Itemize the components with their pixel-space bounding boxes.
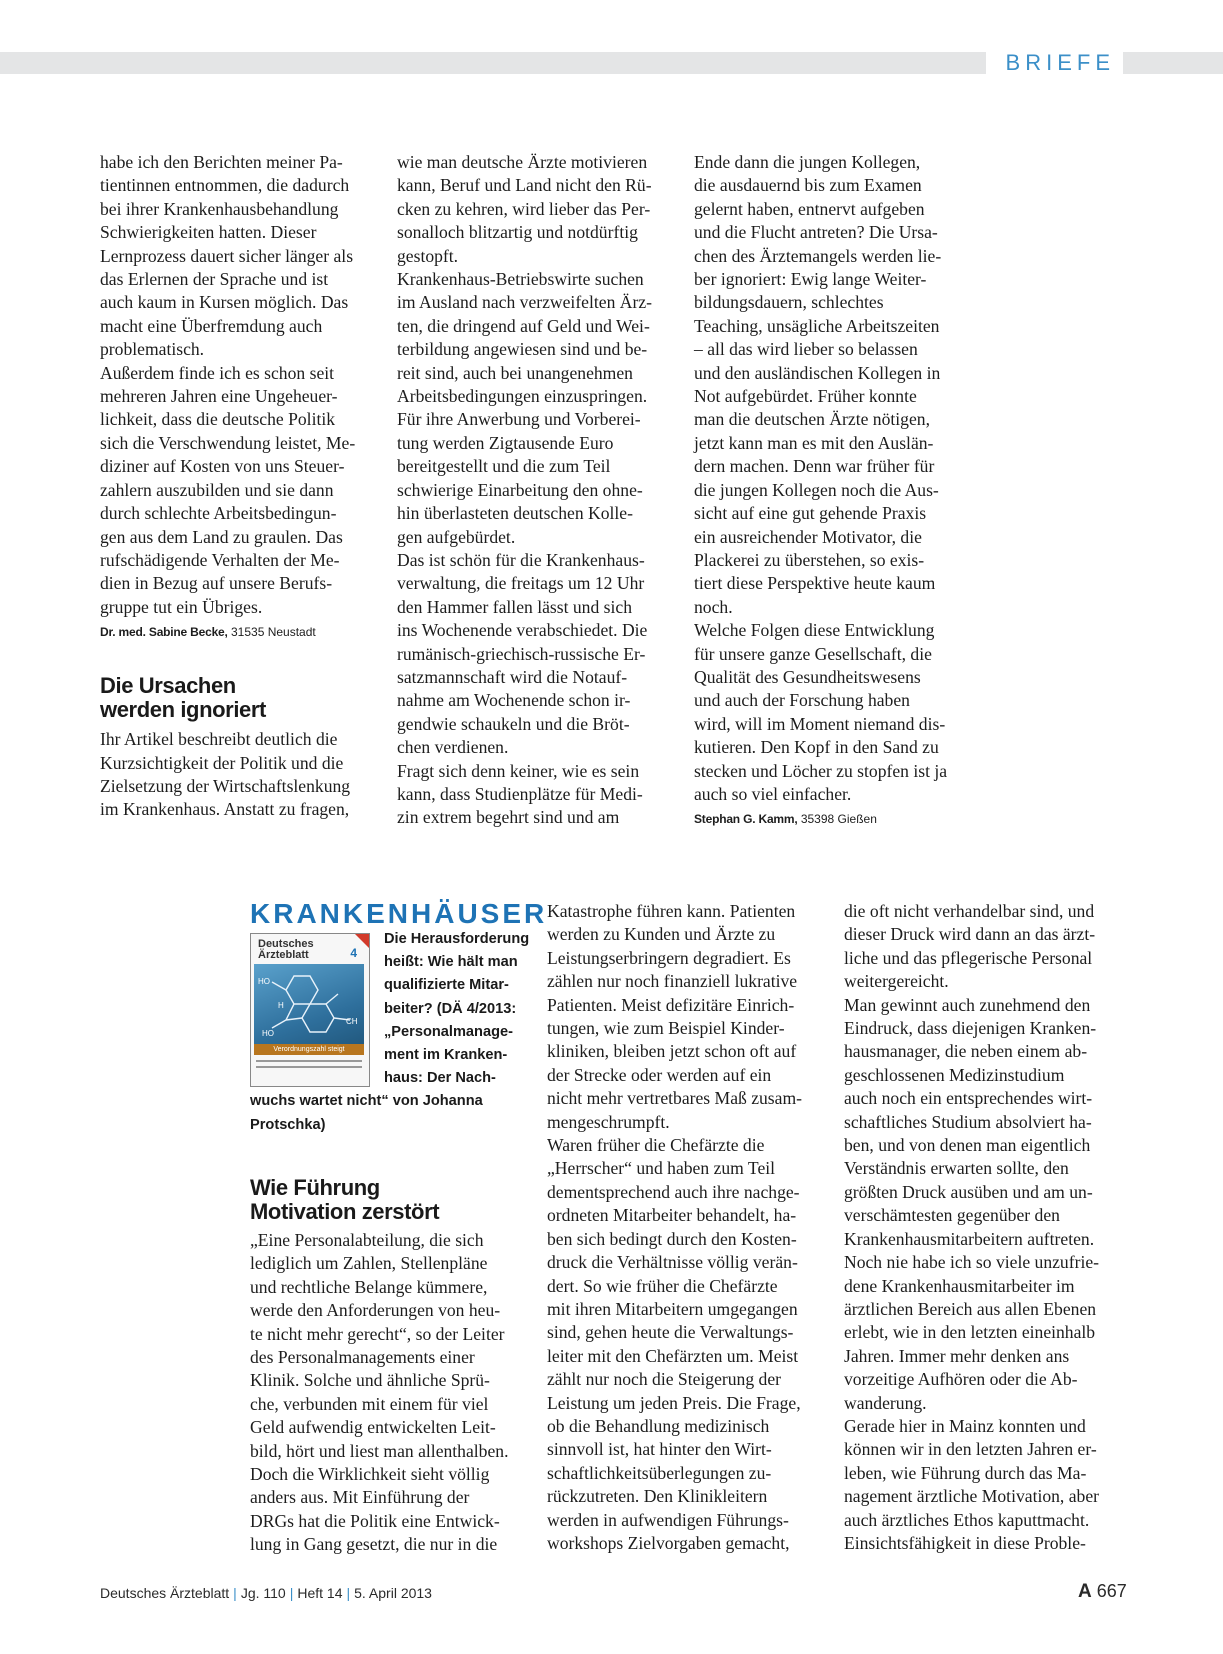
text-line: bei ihrer Krankenhausbehandlung (100, 198, 339, 219)
text-line: te nicht mehr gerecht“, so der Leiter (250, 1323, 505, 1344)
text-line: anders aus. Mit Einführung der (250, 1487, 470, 1508)
headline-line: Motivation zerstört (250, 1199, 440, 1224)
text-line: mit ihren Mitarbeitern umgegangen (547, 1298, 798, 1319)
text-line: leben, wie Führung durch das Ma- (844, 1462, 1087, 1483)
text-line: heißt: Wie hält man (384, 954, 518, 971)
text-line: sicht auf eine gut gehende Praxis (694, 503, 927, 524)
text-line: mengeschrumpft. (547, 1111, 670, 1132)
text-line: auch so viel einfacher. (694, 783, 852, 804)
text-line: dien in Bezug auf unsere Berufs- (100, 573, 333, 594)
text-line: sonalloch blitzartig und notdürftig (397, 222, 638, 243)
text-line: bereitgestellt und die zum Teil (397, 456, 611, 477)
text-line: gen aus dem Land zu graulen. Das (100, 526, 343, 547)
kicker-krankenhaeuser: KRANKENHÄUSER (250, 898, 548, 929)
text-line: ten, die dringend auf Geld und Wei- (397, 315, 650, 336)
text-line: hin überlasteten deutschen Kolle- (397, 503, 633, 524)
text-line: lung in Gang gesetzt, die nur in die (250, 1534, 498, 1555)
cover-tag: Verordnungszahl steigt (254, 1044, 364, 1055)
text-line: Qualität des Gesundheitswesens (694, 666, 921, 687)
text-line: stecken und Löcher zu stopfen ist ja (694, 760, 948, 781)
text-line: Verständnis erwarten sollte, den (844, 1158, 1069, 1179)
text-line: gendwie schaukeln und die Bröt- (397, 713, 630, 734)
text-line: wird, will im Moment niemand dis- (694, 713, 946, 734)
text-line: für unsere ganze Gesellschaft, die (694, 643, 932, 664)
top-col1b-text (100, 728, 380, 822)
text-line: gruppe tut ein Übriges. (100, 596, 263, 617)
text-line: nahme am Wochenende schon ir- (397, 690, 631, 711)
signature-name: Stephan G. Kamm, (694, 812, 798, 827)
text-line: schwierige Einarbeitung den ohne- (397, 479, 643, 500)
text-line: satzmannschaft wird die Notauf- (397, 666, 628, 687)
signature-place: 31535 Neustadt (227, 625, 316, 640)
text-line: rufschädigende Verhalten der Me- (100, 549, 340, 570)
text-line: Katastrophe führen kann. Patienten (547, 901, 796, 921)
text-line: werden in aufwendigen Führungs- (547, 1509, 789, 1530)
svg-text:H: H (278, 1001, 284, 1010)
text-line: wanderung. (844, 1392, 927, 1413)
top-column-3 (694, 151, 984, 828)
text-line: Krankenhaus-Betriebswirte suchen (397, 269, 644, 290)
text-line: Patienten. Meist defizitäre Einrich- (547, 994, 795, 1015)
svg-text:HO: HO (258, 977, 270, 986)
text-line: dert. So wie früher die Chefärzte (547, 1275, 778, 1296)
text-line: tiert diese Perspektive heute kaum (694, 573, 936, 594)
page-prefix: A (1078, 1581, 1092, 1602)
footer-separator: | (289, 1585, 294, 1601)
bottom-column-3 (844, 900, 1134, 1555)
top-column-1 (100, 151, 380, 822)
footer-date: 5. April 2013 (354, 1585, 432, 1601)
text-line: dene Krankenhausmitarbeiter im (844, 1275, 1075, 1296)
text-line: können wir in den letzten Jahren er- (844, 1439, 1097, 1460)
text-line: der Strecke oder werden auf ein (547, 1064, 772, 1085)
text-line: nagement ärztliche Motivation, aber (844, 1486, 1100, 1507)
text-line: macht eine Überfremdung auch (100, 315, 323, 336)
text-line: verwaltung, die freitags um 12 Uhr (397, 573, 645, 594)
text-line: tungen, wie zum Beispiel Kinder- (547, 1018, 785, 1039)
text-line: auch kaum in Kursen möglich. Das (100, 292, 349, 313)
bottom-column-1 (250, 1176, 540, 1557)
bottom-col2-text (547, 900, 837, 1555)
text-line: Teaching, unsägliche Arbeitszeiten (694, 315, 940, 336)
text-line: jetzt kann man es mit den Auslän- (694, 432, 934, 453)
text-line: Waren früher die Chefärzte die (547, 1135, 765, 1156)
headline-line: Die Ursachen (100, 673, 236, 699)
footer-journal: Deutsches Ärzteblatt (100, 1585, 230, 1601)
svg-text:HO: HO (262, 1029, 274, 1038)
text-line: größten Druck ausüben und am un- (844, 1181, 1093, 1202)
text-line: Arbeitsbedingungen einzuspringen. (397, 386, 648, 407)
text-line: Man gewinnt auch zunehmend den (844, 994, 1091, 1015)
text-line: reit sind, auch bei unangenehmen (397, 362, 633, 383)
text-line: im Ausland nach verzweifelten Ärz- (397, 292, 653, 313)
text-line: beiter? (DÄ 4/2013: (384, 1000, 517, 1017)
text-line: Jahren. Immer mehr denken ans (844, 1345, 1070, 1366)
text-line: lichkeit, dass die deutsche Politik (100, 409, 336, 430)
cover-masthead: Deutsches Ärzteblatt (258, 938, 314, 961)
teaser-full (250, 1090, 530, 1136)
text-line: die oft nicht verhandelbar sind, und (844, 901, 1095, 921)
bottom-col1-text (250, 1229, 540, 1557)
text-line: ben, und von denen man eigentlich (844, 1135, 1091, 1156)
text-line: – all das wird lieber so belassen (694, 339, 918, 360)
text-line: gestopft. (397, 245, 459, 266)
text-line: druck die Verhältnisse völlig verän- (547, 1252, 798, 1273)
text-line: schaftliches Studium absolviert ha- (844, 1111, 1092, 1132)
text-line: werde den Anforderungen von heu- (250, 1300, 501, 1321)
text-line: nicht mehr vertretbares Maß zusam- (547, 1088, 803, 1109)
text-line: „Personalmanage- (384, 1023, 513, 1040)
text-line: Krankenhausmitarbeitern auftreten. (844, 1228, 1095, 1249)
top-col2-text (397, 151, 677, 830)
text-line: Gerade hier in Mainz konnten und (844, 1415, 1086, 1436)
top-col1-text (100, 151, 380, 619)
text-line: sind, gehen heute die Verwaltungs- (547, 1322, 794, 1343)
text-line: gen aufgebürdet. (397, 526, 516, 547)
signature-becke (100, 623, 380, 641)
text-line: Leistungserbringern degradiert. Es (547, 947, 791, 968)
footer-citation (100, 1585, 432, 1601)
text-line: gelernt haben, entnervt aufgeben (694, 198, 925, 219)
text-line: Außerdem finde ich es schon seit (100, 362, 335, 383)
text-line: habe ich den Berichten meiner Pa- (100, 152, 343, 172)
text-line: die ausdauernd bis zum Examen (694, 175, 922, 196)
text-line: „Herrscher“ und haben zum Teil (547, 1158, 776, 1179)
page-number (1078, 1581, 1127, 1603)
text-line: durch schlechte Arbeitsbedingun- (100, 503, 337, 524)
footer-volume: Jg. 110 (240, 1585, 286, 1601)
text-line: Einsichtsfähigkeit in diese Proble- (844, 1532, 1086, 1553)
signature-place: 35398 Gießen (797, 812, 877, 827)
text-line: Zielsetzung der Wirtschaftslenkung (100, 775, 351, 796)
headline-line: Wie Führung (250, 1175, 380, 1200)
text-line: des Personalmanagements einer (250, 1347, 475, 1368)
text-line: verschämtesten gegenüber den (844, 1205, 1060, 1226)
text-line: dieser Druck wird dann an das ärzt- (844, 924, 1096, 945)
text-line: ben sich bedingt durch den Kosten- (547, 1228, 797, 1249)
text-line: den Hammer fallen lässt und sich (397, 596, 633, 617)
text-line: ment im Kranken- (384, 1047, 508, 1064)
text-line: ärztlichen Bereich aus allen Ebenen (844, 1298, 1097, 1319)
text-line: zin extrem begehrt sind und am (397, 807, 620, 828)
text-line: wuchs wartet nicht“ von Johanna (250, 1093, 483, 1110)
text-line: Ende dann die jungen Kollegen, (694, 152, 921, 172)
headline-fuehrung (250, 1176, 540, 1224)
text-line: Doch die Wirklichkeit sieht völlig (250, 1464, 490, 1485)
text-line: problematisch. (100, 339, 205, 360)
signature-name: Dr. med. Sabine Becke, (100, 625, 228, 640)
top-col3-text (694, 151, 984, 806)
text-line: Protschka) (250, 1116, 326, 1133)
text-line: sinnvoll ist, hat hinter den Wirt- (547, 1439, 772, 1460)
text-line: Eindruck, dass diejenigen Kranken- (844, 1018, 1097, 1039)
text-line: chen verdienen. (397, 737, 509, 758)
section-title: BRIEFE (986, 48, 1123, 78)
text-line: und den ausländischen Kollegen in (694, 362, 941, 383)
text-line: kutieren. Den Kopf in den Sand zu (694, 737, 939, 758)
text-line: auch ärztliches Ethos kaputtmacht. (844, 1509, 1090, 1530)
signature-kamm (694, 810, 984, 828)
text-line: und rechtliche Belange kümmere, (250, 1276, 488, 1297)
text-line: hausmanager, die neben einem ab- (844, 1041, 1088, 1062)
text-line: kann, dass Studienplätze für Medi- (397, 783, 643, 804)
headline-ursachen (100, 674, 380, 722)
text-line: weitergereicht. (844, 971, 949, 992)
text-line: das Erlernen der Sprache und ist (100, 269, 329, 290)
text-line: che, verbunden mit einem für viel (250, 1393, 489, 1414)
text-line: Not aufgebürdet. Früher konnte (694, 386, 917, 407)
text-line: ordneten Mitarbeiter behandelt, ha- (547, 1205, 797, 1226)
cover-issue-number: 4 (350, 946, 357, 960)
text-line: noch. (694, 596, 733, 617)
text-line: Noch nie habe ich so viele unzufrie- (844, 1252, 1100, 1273)
text-line: Klinik. Solche und ähnliche Sprü- (250, 1370, 490, 1391)
text-line: qualifizierte Mitar- (384, 977, 509, 994)
text-line: Plackerei zu überstehen, so exis- (694, 549, 925, 570)
teaser-indented (384, 928, 530, 1090)
text-line: geschlossenen Medizinstudium (844, 1064, 1065, 1085)
text-line: ein ausreichender Motivator, die (694, 526, 922, 547)
text-line: leiter mit den Chefärzten um. Meist (547, 1345, 799, 1366)
text-line: und auch der Forschung haben (694, 690, 910, 711)
text-line: kliniken, bleiben jetzt schon oft auf (547, 1041, 797, 1062)
text-line: bild, hört und liest man allenthalben. (250, 1440, 509, 1461)
text-line: kann, Beruf und Land nicht den Rü- (397, 175, 652, 196)
bottom-column-2 (547, 900, 837, 1555)
text-line: ob die Behandlung medizinisch (547, 1415, 770, 1436)
text-line: dementsprechend auch ihre nachge- (547, 1181, 800, 1202)
text-line: auch noch ein entsprechendes wirt- (844, 1088, 1093, 1109)
text-line: chen des Ärztemangels werden lie- (694, 245, 942, 266)
text-line: ins Wochenende verabschiedet. Die (397, 620, 648, 641)
text-line: im Krankenhaus. Anstatt zu fragen, (100, 799, 350, 820)
text-line: workshops Zielvorgaben gemacht, (547, 1532, 790, 1553)
footer-separator: | (346, 1585, 351, 1601)
text-line: „Eine Personalabteilung, die sich (250, 1230, 484, 1250)
text-line: sich die Verschwendung leistet, Me- (100, 432, 356, 453)
text-line: dern machen. Denn war früher für (694, 456, 935, 477)
text-line: bildungsdauern, schlechtes (694, 292, 884, 313)
text-line: Schwierigkeiten hatten. Dieser (100, 222, 317, 243)
text-line: schaftlichkeitsüberlegungen zu- (547, 1462, 772, 1483)
text-line: die jungen Kollegen noch die Aus- (694, 479, 939, 500)
text-line: und die Flucht antreten? Die Ursa- (694, 222, 938, 243)
text-line: DRGs hat die Politik eine Entwick- (250, 1510, 500, 1531)
text-line: Für ihre Anwerbung und Vorberei- (397, 409, 641, 430)
text-line: Fragt sich denn keiner, wie es sein (397, 760, 640, 781)
text-line: rückzutreten. Den Klinikleitern (547, 1486, 768, 1507)
text-line: Die Herausforderung (384, 931, 530, 947)
bottom-col3-text (844, 900, 1134, 1555)
text-line: wie man deutsche Ärzte motivieren (397, 152, 648, 172)
text-line: Ihr Artikel beschreibt deutlich die (100, 729, 338, 750)
text-line: zahlern auszubilden und sie dann (100, 479, 334, 500)
text-line: Das ist schön für die Krankenhaus- (397, 549, 645, 570)
text-line: cken zu kehren, wird lieber das Per- (397, 198, 651, 219)
text-line: Kurzsichtigkeit der Politik und die (100, 752, 344, 773)
text-line: vorzeitige Aufhören oder die Ab- (844, 1369, 1078, 1390)
svg-text:CH: CH (346, 1017, 358, 1026)
text-line: Lernprozess dauert sicher länger als (100, 245, 354, 266)
footer-issue: Heft 14 (297, 1585, 343, 1601)
text-line: ber ignoriert: Ewig lange Weiter- (694, 269, 927, 290)
text-line: werden zu Kunden und Ärzte zu (547, 924, 776, 945)
text-line: rumänisch-griechisch-russische Er- (397, 643, 646, 664)
footer-separator: | (233, 1585, 237, 1601)
headline-line: werden ignoriert (100, 697, 266, 723)
text-line: tung werden Zigtausende Euro (397, 432, 614, 453)
text-line: zählt nur noch die Steigerung der (547, 1369, 782, 1390)
text-line: Leistung um jeden Preis. Die Frage, (547, 1392, 801, 1413)
text-line: lediglich um Zahlen, Stellenpläne (250, 1253, 488, 1274)
text-line: liche und das pflegerische Personal (844, 947, 1093, 968)
text-line: terbildung angewiesen sind und be- (397, 339, 648, 360)
page-number-value: 667 (1096, 1581, 1127, 1601)
text-line: diziner auf Kosten von uns Steuer- (100, 456, 345, 477)
text-line: man die deutschen Ärzte nötigen, (694, 409, 930, 430)
teaser-text (250, 928, 530, 1137)
text-line: tientinnen entnommen, die dadurch (100, 175, 350, 196)
text-line: zählen nur noch finanziell lukrative (547, 971, 798, 992)
text-line: erlebt, wie in den letzten eineinhalb (844, 1322, 1096, 1343)
text-line: haus: Der Nach- (384, 1070, 496, 1087)
text-line: Welche Folgen diese Entwicklung (694, 620, 935, 641)
top-column-2 (397, 151, 677, 830)
text-line: mehreren Jahren eine Ungeheuer- (100, 386, 338, 407)
text-line: Geld aufwendig entwickelten Leit- (250, 1417, 496, 1438)
